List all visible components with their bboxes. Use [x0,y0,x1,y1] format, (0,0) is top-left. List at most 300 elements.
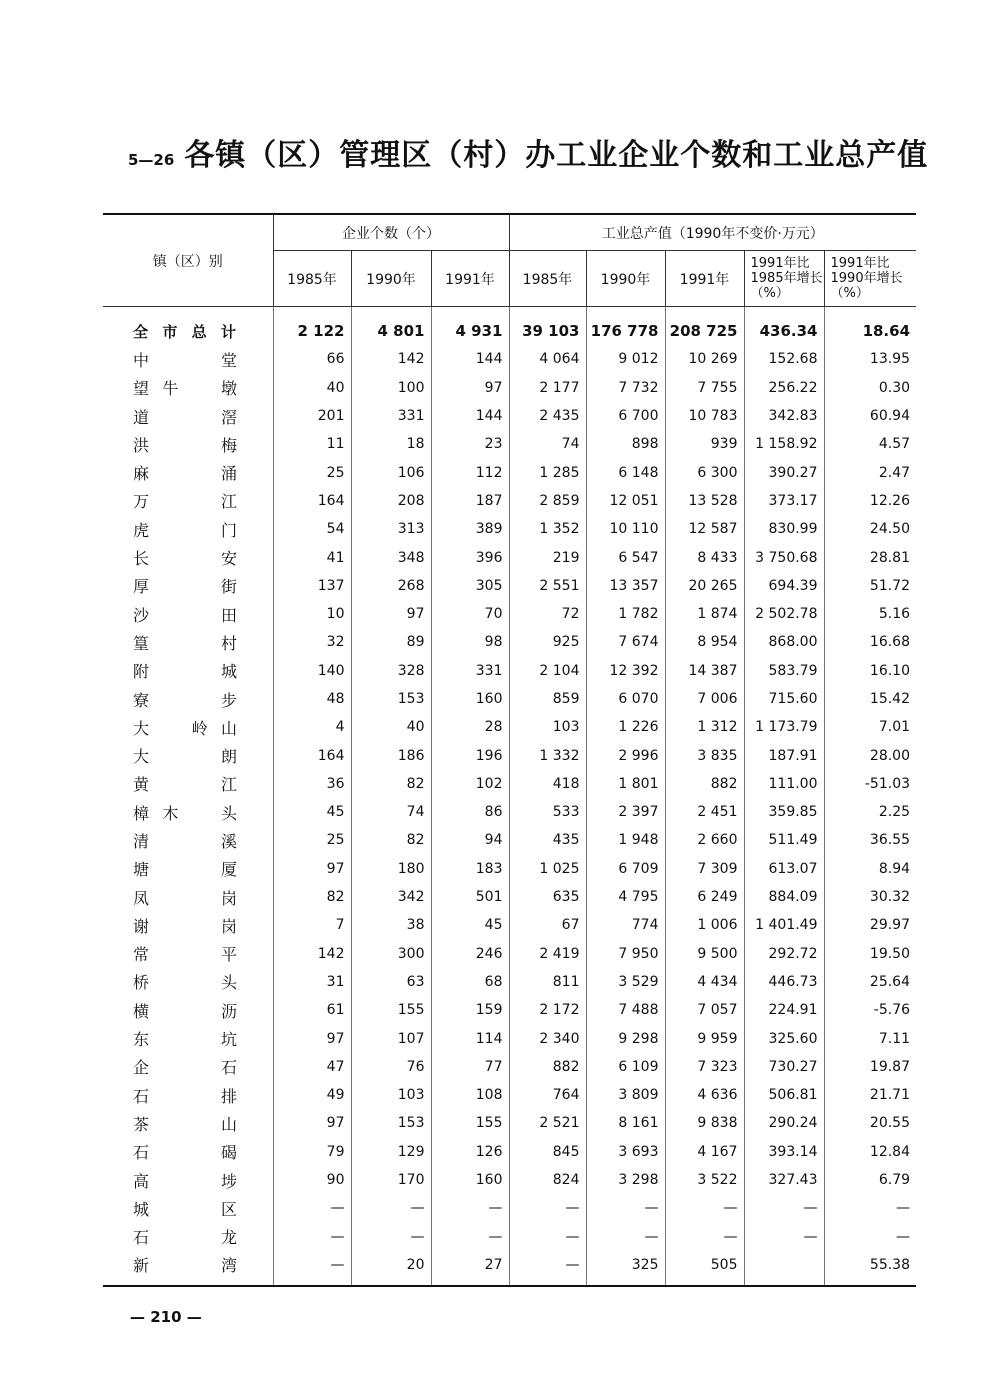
value-cell: 1 948 [586,826,665,854]
region-name-char: 大 [133,747,150,767]
value-cell: — [824,1194,916,1222]
value-cell: 76 [351,1053,431,1081]
value-cell: 2 172 [509,996,586,1024]
value-cell: 12.26 [824,487,916,515]
value-cell: 6 700 [586,402,665,430]
value-cell: 100 [351,374,431,402]
value-cell: 313 [351,515,431,543]
region-name-char [162,772,178,795]
value-cell: — [586,1194,665,1222]
region-name-char: 虎 [133,520,150,540]
value-cell: 325.60 [744,1024,824,1052]
table-row [103,515,916,543]
region-name [103,345,273,373]
value-cell: 613.07 [744,855,824,883]
value-cell: 3 522 [665,1166,744,1194]
value-cell: 66 [273,345,351,373]
value-cell: 9 959 [665,1024,744,1052]
value-cell: 164 [273,741,351,769]
value-cell: 7 488 [586,996,665,1024]
region-name-char [192,405,208,428]
table-row [103,968,916,996]
region-name-char [162,461,178,484]
region-name-char [162,970,178,993]
region-name-chars [133,376,237,399]
region-name-char: 城 [133,1199,150,1219]
value-cell: 74 [509,430,586,458]
value-cell: 36.55 [824,826,916,854]
value-cell: 325 [586,1251,665,1286]
value-cell: 18.64 [824,307,916,346]
value-cell: 13 528 [665,487,744,515]
value-cell: 12 587 [665,515,744,543]
region-name-char [192,1169,208,1192]
value-cell: 79 [273,1138,351,1166]
region-name-char [192,857,208,880]
value-cell: 1 312 [665,713,744,741]
value-cell: 144 [431,402,509,430]
value-cell: 13 357 [586,572,665,600]
value-cell: 9 500 [665,940,744,968]
region-name-char: 城 [220,662,237,682]
value-cell: 97 [273,1109,351,1137]
region-name-char: 厚 [133,577,150,597]
value-cell: 10 783 [665,402,744,430]
value-cell: 7 950 [586,940,665,968]
value-cell: 1 285 [509,458,586,486]
table-row [103,685,916,713]
value-cell: 3 298 [586,1166,665,1194]
enterprise-count-header: 企业个数（个） [273,214,509,251]
region-name-char: 望 [133,379,150,399]
value-cell: 1 801 [586,770,665,798]
value-cell: 2.47 [824,458,916,486]
value-cell: 67 [509,911,586,939]
value-cell: 18 [351,430,431,458]
value-cell: 4 064 [509,345,586,373]
value-cell: 31 [273,968,351,996]
table-row [103,1138,916,1166]
value-cell: 2 859 [509,487,586,515]
value-cell: 342 [351,883,431,911]
value-cell: 6 300 [665,458,744,486]
value-cell: 63 [351,968,431,996]
region-name-char: 山 [220,1114,237,1134]
region-name [103,883,273,911]
value-cell: 187.91 [744,741,824,769]
region-name-char: 万 [133,492,150,512]
value-cell: 6 249 [665,883,744,911]
region-name [103,657,273,685]
region-name-char: 清 [133,831,150,851]
value-cell: 1 006 [665,911,744,939]
region-name-char: 头 [220,973,237,993]
region-name-char: 排 [220,1086,237,1106]
col-header: 1991年 [665,251,744,307]
col-header: 1985年 [273,251,351,307]
value-cell: 2 104 [509,657,586,685]
value-cell: 436.34 [744,307,824,346]
value-cell: 19.87 [824,1053,916,1081]
value-cell: -5.76 [824,996,916,1024]
value-cell: 882 [509,1053,586,1081]
page-title [128,130,928,174]
value-cell: 435 [509,826,586,854]
region-name-chars [133,688,237,711]
region-name-chars [133,1197,237,1220]
value-cell: 2 122 [273,307,351,346]
region-name-char [162,1225,178,1248]
value-cell: 39 103 [509,307,586,346]
region-name [103,940,273,968]
value-cell: 224.91 [744,996,824,1024]
value-cell: 72 [509,600,586,628]
value-cell: 103 [351,1081,431,1109]
value-cell: 393.14 [744,1138,824,1166]
value-cell: 10 [273,600,351,628]
value-cell: 7.01 [824,713,916,741]
region-name-char [192,1197,208,1220]
value-cell: 186 [351,741,431,769]
value-cell: 11 [273,430,351,458]
region-name [103,855,273,883]
region-name-char: 高 [133,1171,150,1191]
value-cell: 180 [351,855,431,883]
region-name-char [162,1084,178,1107]
value-cell: 103 [509,713,586,741]
value-cell: — [273,1223,351,1251]
table-row [103,657,916,685]
value-cell: 54 [273,515,351,543]
value-cell: 25 [273,826,351,854]
value-cell: 19.50 [824,940,916,968]
value-cell: — [744,1223,824,1251]
value-cell: 0.30 [824,374,916,402]
value-cell: 511.49 [744,826,824,854]
region-name [103,402,273,430]
region-name-chars [133,405,237,428]
region-name-char: 麻 [133,464,150,484]
value-cell: 505 [665,1251,744,1286]
value-cell: 40 [273,374,351,402]
region-name-char [192,489,208,512]
value-cell: 40 [351,713,431,741]
table-row [103,713,916,741]
region-name-char [192,688,208,711]
region-name-chars [133,461,237,484]
value-cell: 446.73 [744,968,824,996]
region-name-char: 寮 [133,690,150,710]
value-cell: 38 [351,911,431,939]
table-row [103,911,916,939]
value-cell: 1 352 [509,515,586,543]
value-cell: 6 709 [586,855,665,883]
value-cell: — [509,1251,586,1286]
region-name-chars [133,886,237,909]
region-name-char: 岭 [191,718,208,738]
value-cell: — [273,1251,351,1286]
region-name-char [192,546,208,569]
value-cell: 201 [273,402,351,430]
region-name-chars [133,1084,237,1107]
value-cell: 290.24 [744,1109,824,1137]
region-name-char [162,914,178,937]
region-name-chars [133,970,237,993]
region-name-char [192,886,208,909]
value-cell: 107 [351,1024,431,1052]
value-cell: 1 332 [509,741,586,769]
region-name-char: 篁 [133,633,150,653]
value-cell: 60.94 [824,402,916,430]
region-name-char [162,1055,178,1078]
region-name-char [162,1197,178,1220]
value-cell: 144 [431,345,509,373]
value-cell: 2 435 [509,402,586,430]
value-cell: — [744,1194,824,1222]
region-name-char [162,659,178,682]
region-name-char [192,433,208,456]
value-cell: 328 [351,657,431,685]
value-cell: 15.42 [824,685,916,713]
region-name-char: 茶 [133,1114,150,1134]
value-cell: 32 [273,628,351,656]
region-name-char [192,801,208,824]
table-row [103,1109,916,1137]
value-cell: 13.95 [824,345,916,373]
region-name-chars [133,603,237,626]
region-name-chars [133,716,237,739]
region-name-char: 石 [133,1228,150,1248]
value-cell: — [586,1223,665,1251]
value-cell: 6 109 [586,1053,665,1081]
value-cell: 898 [586,430,665,458]
value-cell: 2 177 [509,374,586,402]
region-name-char [192,942,208,965]
region-name-char [192,603,208,626]
value-cell: 20.55 [824,1109,916,1137]
value-cell: 10 269 [665,345,744,373]
region-name-char: 门 [220,520,237,540]
value-cell: 98 [431,628,509,656]
region-name-char: 梅 [220,435,237,455]
value-cell: 196 [431,741,509,769]
region-name-char: 厦 [220,860,237,880]
value-cell: 1 158.92 [744,430,824,458]
region-name [103,1024,273,1052]
value-cell: 61 [273,996,351,1024]
value-cell: 7 006 [665,685,744,713]
value-cell: 24.50 [824,515,916,543]
value-cell: 97 [273,1024,351,1052]
value-cell: 142 [351,345,431,373]
value-cell: 106 [351,458,431,486]
value-cell: 90 [273,1166,351,1194]
region-name-char: 洪 [133,435,150,455]
table-row [103,374,916,402]
value-cell: 82 [351,826,431,854]
value-cell: 170 [351,1166,431,1194]
value-cell: 164 [273,487,351,515]
value-cell: 8 433 [665,543,744,571]
region-name-char [192,1253,208,1276]
region-name-chars [133,1140,237,1163]
region-name-char [192,1084,208,1107]
region-name-char: 长 [133,549,150,569]
value-cell: 501 [431,883,509,911]
region-name-char [192,1112,208,1135]
region-name-chars [133,321,237,342]
region-name-char: 凤 [133,888,150,908]
value-cell: 859 [509,685,586,713]
value-cell: 7 674 [586,628,665,656]
value-cell: 2 551 [509,572,586,600]
table-row [103,1081,916,1109]
region-name-chars [133,1112,237,1135]
value-cell: 1 401.49 [744,911,824,939]
value-cell: 331 [351,402,431,430]
value-cell: 7 [273,911,351,939]
region-name-char: 计 [220,322,236,341]
value-cell: 418 [509,770,586,798]
table-row [103,1251,916,1286]
region-name-char: 企 [133,1058,150,1078]
value-cell: 939 [665,430,744,458]
table-row [103,770,916,798]
value-cell: — [351,1223,431,1251]
value-cell: 142 [273,940,351,968]
region-name-chars [133,546,237,569]
region-name [103,487,273,515]
col-header: 1991年 [431,251,509,307]
value-cell: 159 [431,996,509,1024]
region-name-char [162,999,178,1022]
region-name-char [162,886,178,909]
region-name-char: 市 [162,322,178,341]
region-name-chars [133,574,237,597]
region-name-char [162,1027,178,1050]
value-cell: 28.81 [824,543,916,571]
region-name-char [162,1169,178,1192]
region-name [103,374,273,402]
data-table-container [103,213,916,1287]
value-cell: 292.72 [744,940,824,968]
region-name-char: 堂 [220,350,237,370]
value-cell: 1 782 [586,600,665,628]
region-name-chars [133,1225,237,1248]
value-cell: 2.25 [824,798,916,826]
table-row [103,402,916,430]
table-row [103,1053,916,1081]
value-cell: 7 323 [665,1053,744,1081]
value-cell: — [665,1223,744,1251]
value-cell: 25.64 [824,968,916,996]
value-cell: 882 [665,770,744,798]
value-cell: 6 070 [586,685,665,713]
region-name-char: 东 [133,1030,150,1050]
value-cell: 45 [273,798,351,826]
value-cell: 1 173.79 [744,713,824,741]
value-cell: — [509,1223,586,1251]
value-cell: 51.72 [824,572,916,600]
region-name-char [162,518,178,541]
value-cell: 2 451 [665,798,744,826]
value-cell: 342.83 [744,402,824,430]
value-cell: 7 755 [665,374,744,402]
col-header: 1990年 [586,251,665,307]
value-cell: 3 835 [665,741,744,769]
value-cell: 9 012 [586,345,665,373]
value-cell: 389 [431,515,509,543]
value-cell: 3 529 [586,968,665,996]
value-cell: 23 [431,430,509,458]
region-name-chars [133,914,237,937]
value-cell: 28.00 [824,741,916,769]
region-name-char [192,461,208,484]
value-cell: 183 [431,855,509,883]
value-cell: 774 [586,911,665,939]
region-name [103,713,273,741]
region-name-char [162,1140,178,1163]
value-cell: 82 [273,883,351,911]
value-cell: 97 [431,374,509,402]
table-title: 各镇（区）管理区（村）办工业企业个数和工业总产值 [184,138,929,173]
page-number: — 210 — [130,1308,202,1326]
region-name-char [162,829,178,852]
value-cell: 97 [351,600,431,628]
value-cell: 715.60 [744,685,824,713]
region-name [103,307,273,346]
value-cell: 48 [273,685,351,713]
value-cell: 49 [273,1081,351,1109]
region-name-char: 全 [133,322,149,341]
value-cell: 68 [431,968,509,996]
region-name [103,543,273,571]
region-name-char [192,574,208,597]
region-name-chars [133,772,237,795]
value-cell: 6.79 [824,1166,916,1194]
region-name [103,430,273,458]
table-row [103,487,916,515]
region-name-char: 黄 [133,775,150,795]
table-row [103,798,916,826]
region-name [103,996,273,1024]
value-cell: 94 [431,826,509,854]
value-cell: 77 [431,1053,509,1081]
value-cell: 7 732 [586,374,665,402]
region-name-char: 碣 [220,1143,237,1163]
value-cell: 14 387 [665,657,744,685]
value-cell: 82 [351,770,431,798]
value-cell: 137 [273,572,351,600]
region-name-chars [133,518,237,541]
region-name-char: 沥 [220,1001,237,1021]
value-cell: 140 [273,657,351,685]
value-cell: — [431,1223,509,1251]
value-cell: -51.03 [824,770,916,798]
value-cell: 12 392 [586,657,665,685]
region-name-char [192,744,208,767]
value-cell: 97 [273,855,351,883]
region-name-char: 埗 [220,1171,237,1191]
value-cell: 7.11 [824,1024,916,1052]
region-name-char: 山 [220,718,237,738]
region-name-char: 朗 [220,747,237,767]
region-name [103,826,273,854]
table-row [103,940,916,968]
region-name-char: 沙 [133,605,150,625]
region-name-char: 街 [220,577,237,597]
region-name-char [162,744,178,767]
